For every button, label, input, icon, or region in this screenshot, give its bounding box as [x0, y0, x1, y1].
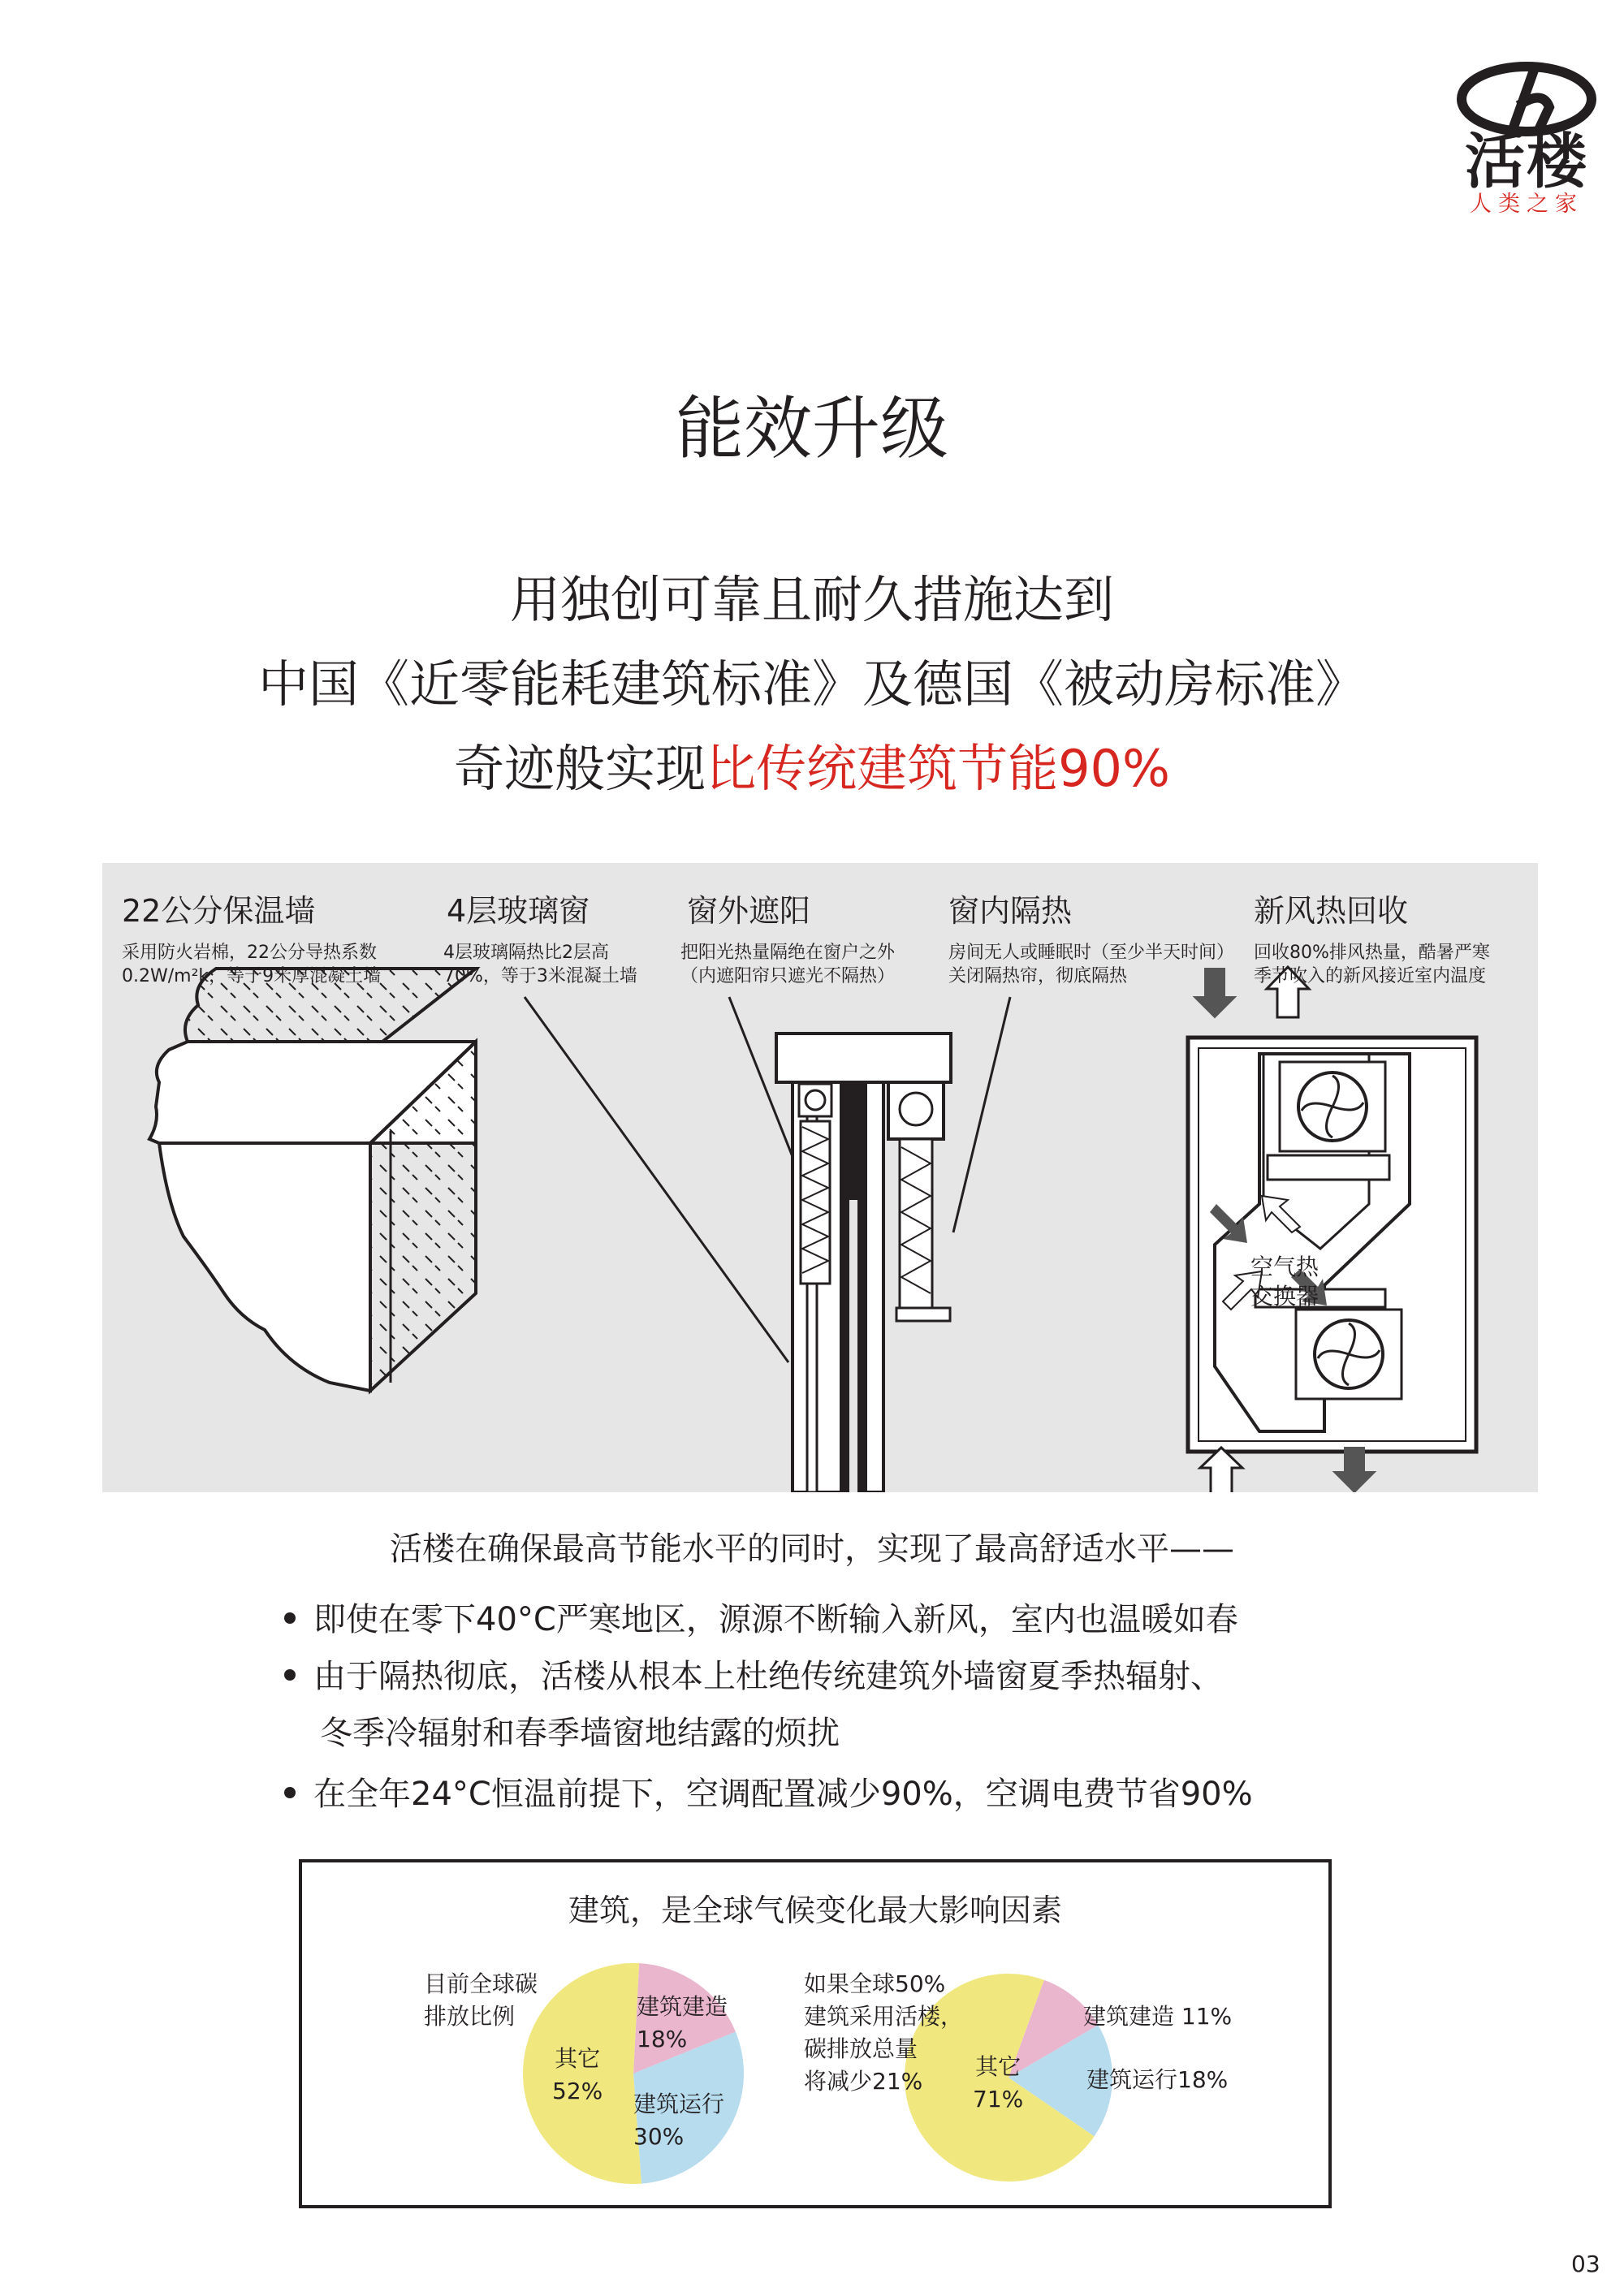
- subtitle-line-3-prefix: 奇迹般实现: [454, 739, 706, 798]
- exchanger-label: 空气热 交换器: [1250, 1254, 1320, 1310]
- insulated-wall-drawing: [149, 969, 476, 1391]
- feature-desc-window: 4层玻璃隔热比2层高 70%，等于3米混凝土墙: [443, 943, 637, 986]
- bullet-continuation: 冬季冷辐射和春季墙窗地结露的烦扰: [320, 1715, 840, 1752]
- features-panel: [102, 863, 1538, 1492]
- bullet-item: 在全年24°C恒温前提下，空调配置减少90%，空调电费节省90%: [284, 1778, 1253, 1810]
- subtitle-line-2: 中国《近零能耗建筑标准》及德国《被动房标准》: [257, 654, 1366, 714]
- chart2-label-other: 其它 71%: [973, 2053, 1024, 2113]
- bullet-item: 即使在零下40°C严寒地区，源源不断输入新风，室内也温暖如春: [284, 1603, 1238, 1636]
- bullet-dot-icon: [284, 1669, 296, 1681]
- feature-title-heat-recovery: 新风热回收: [1254, 893, 1409, 929]
- feature-desc-inner-insulation: 房间无人或睡眠时（至少半天时间） 关闭隔热帘，彻底隔热: [948, 943, 1235, 986]
- window-section-drawing: [776, 1034, 951, 1492]
- feature-desc-heat-recovery: 回收80%排风热量，酷暑严寒 季节吹入的新风接近室内温度: [1254, 943, 1490, 986]
- chart1-label-construction: 建筑建造 18%: [637, 1993, 728, 2052]
- bullet-dot-icon: [284, 1787, 296, 1798]
- feature-title-wall: 22公分保温墙: [122, 893, 316, 929]
- logo-mark-icon: [1453, 57, 1600, 138]
- bullet-item: 由于隔热彻底，活楼从根本上杜绝传统建筑外墙窗夏季热辐射、: [284, 1660, 1223, 1693]
- brand-logo: [1453, 57, 1600, 219]
- page-title: 能效升级: [675, 389, 948, 468]
- chart1-label-other: 其它 52%: [552, 2045, 603, 2104]
- logo-brand-name: 活楼: [1465, 127, 1588, 196]
- emissions-chart-box: [299, 1859, 1332, 2208]
- chart2-caption: 如果全球50% 建筑采用活楼， 碳排放总量 将减少21%: [804, 1970, 964, 2095]
- chart2-label-operation: 建筑运行18%: [1086, 2066, 1229, 2093]
- chart-title: 建筑，是全球气候变化最大影响因素: [568, 1892, 1062, 1928]
- chart2-label-construction: 建筑建造 11%: [1083, 2003, 1233, 2030]
- subtitle-line-1: 用独创可靠且耐久措施达到: [509, 570, 1114, 629]
- logo-tagline: 人类之家: [1470, 192, 1583, 217]
- feature-title-outer-shade: 窗外遮阳: [687, 893, 811, 929]
- heat-recovery-unit-drawing: [1188, 967, 1476, 1492]
- feature-title-window: 4层玻璃窗: [447, 893, 590, 929]
- feature-desc-outer-shade: 把阳光热量隔绝在窗户之外 （内遮阳帘只遮光不隔热）: [680, 943, 896, 986]
- subtitle-line-3: [0, 739, 1624, 798]
- intro-text: 活楼在确保最高节能水平的同时，实现了最高舒适水平——: [390, 1530, 1234, 1568]
- chart1-caption: 目前全球碳 排放比例: [424, 1970, 538, 2030]
- page-number: 03: [1571, 2251, 1600, 2277]
- feature-desc-wall: 采用防火岩棉，22公分导热系数 0.2W/m²k，等于9米厚混凝土墙: [122, 943, 382, 986]
- feature-title-inner-insulation: 窗内隔热: [948, 893, 1073, 929]
- bullet-dot-icon: [284, 1612, 296, 1624]
- chart1-label-operation: 建筑运行 30%: [633, 2091, 725, 2150]
- subtitle-highlight: 比传统建筑节能90%: [706, 739, 1170, 798]
